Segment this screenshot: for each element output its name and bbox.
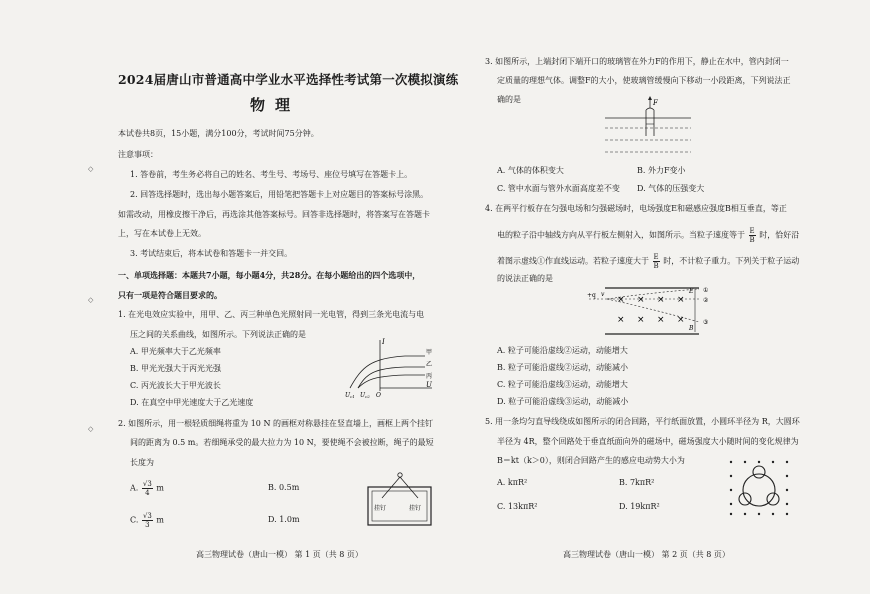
e-label: E xyxy=(689,288,694,295)
curve-label-yi: 乙 xyxy=(426,361,433,368)
notes-title: 注意事项： xyxy=(118,150,158,159)
q4-stem-line3: 着图示虚线①作直线运动。若粒子速度大于 $\frac{E}{B}$ 时，不计粒子重力。下列关于粒子运动 xyxy=(497,253,800,270)
section-1-heading: 一、单项选择题：本题共7小题，每小题4分，共28分。在每小题给出的四个选项中， xyxy=(118,270,421,280)
curve-yi xyxy=(358,367,425,388)
q3-option-d: D. 气体的压强变大 xyxy=(637,184,705,193)
q1-option-c: C. 丙光波长大于甲光波长 xyxy=(130,381,221,390)
q3-option-c: C. 管中水面与管外水面高度差不变 xyxy=(497,184,620,193)
path-label-3: ③ xyxy=(703,319,709,326)
q5-option-c: C. 13kπR² xyxy=(497,502,538,511)
q4-field-figure xyxy=(587,284,715,342)
q4-stem-line2: 电的粒子沿中轴线方向从平行板左侧射入，如图所示。当粒子速度等于 $\frac{E}{B}$ 时，恰好沿 xyxy=(497,227,800,244)
note-2-cont: 如需改动，用橡皮擦干净后，再选涂其他答案标号。回答非选择题时，将答案写在答题卡 xyxy=(118,210,430,219)
svg-text:×: × xyxy=(637,315,645,325)
curve-label-bing: 丙 xyxy=(426,373,433,380)
svg-text:×: × xyxy=(617,295,625,305)
path-label-1: ① xyxy=(703,287,709,294)
nail-label-right: 挂钉 xyxy=(409,505,422,512)
q4-option-c: C. 粒子可能沿虚线③运动，动能增大 xyxy=(497,380,628,389)
q2-option-a: A. $\frac{√3}{4}$ m xyxy=(130,480,164,497)
footer-page-2: 高三物理试卷（唐山一模） 第 2 页（共 8 页） xyxy=(563,550,730,559)
small-ring-left xyxy=(739,493,751,505)
footer-page-1: 高三物理试卷（唐山一模） 第 1 页（共 8 页） xyxy=(196,550,363,559)
q5-option-d: D. 19kπR² xyxy=(619,502,660,511)
q5-loop-figure xyxy=(725,456,801,516)
note-3: 3. 考试结束后，将本试卷和答题卡一并交回。 xyxy=(130,249,293,258)
path-label-2: ② xyxy=(703,297,709,304)
tick-origin: O xyxy=(376,392,381,399)
q4-option-d: D. 粒子可能沿虚线③运动，动能减小 xyxy=(497,397,629,406)
q2-option-d: D. 1.0m xyxy=(268,515,300,524)
force-arrowhead xyxy=(648,96,652,100)
q1-stem-cont: 压之间的关系曲线，如图所示。下列说法正确的是 xyxy=(130,330,306,339)
q4-stem-end: 的说法正确的是 xyxy=(497,274,553,283)
curve-label-jia: 甲 xyxy=(426,349,433,356)
binding-mark: ◇ xyxy=(88,165,94,173)
q4-stem: 4. 在两平行板存在匀强电场和匀强磁场时，电场强度E和磁感应强度B相互垂直，等正 xyxy=(485,204,787,213)
svg-text:×: × xyxy=(677,295,685,305)
svg-text:×: × xyxy=(637,295,645,305)
note-2-end: 上，写在本试卷上无效。 xyxy=(118,229,206,238)
note-1: 1. 答卷前，考生务必将自己的姓名、考生号、考场号、座位号填写在答题卡上。 xyxy=(130,170,413,179)
q1-photoelectric-graph xyxy=(340,336,435,402)
q3-stem-end: 确的是 xyxy=(497,95,521,104)
q1-stem: 1. 在光电效应实验中，用甲、乙、丙三种单色光照射同一光电管，得到三条光电流与电 xyxy=(118,310,425,319)
magnetic-field-crosses xyxy=(617,295,685,325)
svg-text:×: × xyxy=(657,295,665,305)
svg-text:×: × xyxy=(617,315,625,325)
q3-stem-cont: 定质量的理想气体。调整F的大小，使玻璃管缓慢向下移动一小段距离，下列说法正 xyxy=(497,76,791,85)
q2-stem-cont: 间的距离为 0.5 m。若细绳承受的最大拉力为 10 N，要使绳不会被拉断，绳子的最短 xyxy=(130,438,434,447)
svg-text:×: × xyxy=(657,315,665,325)
exam-instructions: 本试卷共8页，15小题，满分100分，考试时间75分钟。 xyxy=(118,129,319,138)
x-axis-label: U xyxy=(426,381,432,389)
glass-tube xyxy=(646,108,654,136)
velocity-label: v xyxy=(601,291,605,298)
big-ring xyxy=(743,474,775,506)
q5-stem-cont: 半径为 4R，整个回路处于垂直纸面向外的磁场中，磁场强度大小随时间的变化规律为 xyxy=(497,437,799,446)
binding-mark: ◇ xyxy=(88,296,94,304)
section-1-heading-cont: 只有一项是符合题目要求的。 xyxy=(118,290,222,300)
q2-picture-frame-figure xyxy=(362,470,434,528)
q3-option-a: A. 气体的体积变大 xyxy=(497,166,564,175)
q1-option-d: D. 在真空中甲光速度大于乙光速度 xyxy=(130,398,254,407)
q2-stem-end: 长度为 xyxy=(130,458,154,467)
q2-stem: 2. 如图所示，用一根轻质细绳将重为 10 N 的画框对称悬挂在竖直墙上，画框上两个挂钉 xyxy=(118,419,433,428)
q4-option-a: A. 粒子可能沿虚线②运动，动能增大 xyxy=(497,346,628,355)
tick-uc2: Uc2 xyxy=(360,392,370,399)
tick-uc1: Uc1 xyxy=(345,392,355,399)
wall-nail xyxy=(398,473,402,477)
note-2: 2. 回答选择题时，选出每小题答案后，用铅笔把答题卡上对应题目的答案标号涂黑。 xyxy=(130,190,429,199)
subject-title: 物理 xyxy=(250,96,301,114)
b-label: B xyxy=(689,325,694,332)
q1-option-b: B. 甲光光强大于丙光光强 xyxy=(130,364,221,373)
charge-label: +q xyxy=(587,292,596,299)
right-page xyxy=(435,0,870,594)
q3-option-b: B. 外力F变小 xyxy=(637,166,686,175)
curve-bing xyxy=(358,375,425,388)
q2-option-b: B. 0.5m xyxy=(268,483,300,492)
q5-option-a: A. kπR² xyxy=(497,478,528,487)
q5-stem-end: B＝kt（k＞0），则闭合回路产生的感应电动势大小为 xyxy=(497,456,685,465)
small-ring-top xyxy=(753,466,765,478)
q4-option-b: B. 粒子可能沿虚线②运动，动能减小 xyxy=(497,363,628,372)
q3-glass-tube-figure xyxy=(603,96,693,158)
q3-stem: 3. 如图所示，上端封闭下端开口的玻璃管在外力F的作用下，静止在水中，管内封闭一 xyxy=(485,57,789,66)
nail-label-left: 挂钉 xyxy=(374,505,387,512)
y-axis-label: I xyxy=(382,338,385,346)
force-label: F xyxy=(653,99,658,107)
svg-text:×: × xyxy=(677,315,685,325)
exam-title: 2024届唐山市普通高中学业水平选择性考试第一次模拟演练 xyxy=(118,72,459,87)
small-ring-right xyxy=(767,493,779,505)
binding-mark: ◇ xyxy=(88,425,94,433)
q2-option-c: C. $\frac{√3}{3}$ m xyxy=(130,512,164,529)
q5-stem: 5. 用一条均匀直导线绕成如图所示的闭合回路，平行纸面放置，小圆环半径为 R，大圆环 xyxy=(485,417,800,426)
q5-option-b: B. 7kπR² xyxy=(619,478,655,487)
magnetic-field-dots xyxy=(730,461,788,515)
q1-option-a: A. 甲光频率大于乙光频率 xyxy=(130,347,221,356)
